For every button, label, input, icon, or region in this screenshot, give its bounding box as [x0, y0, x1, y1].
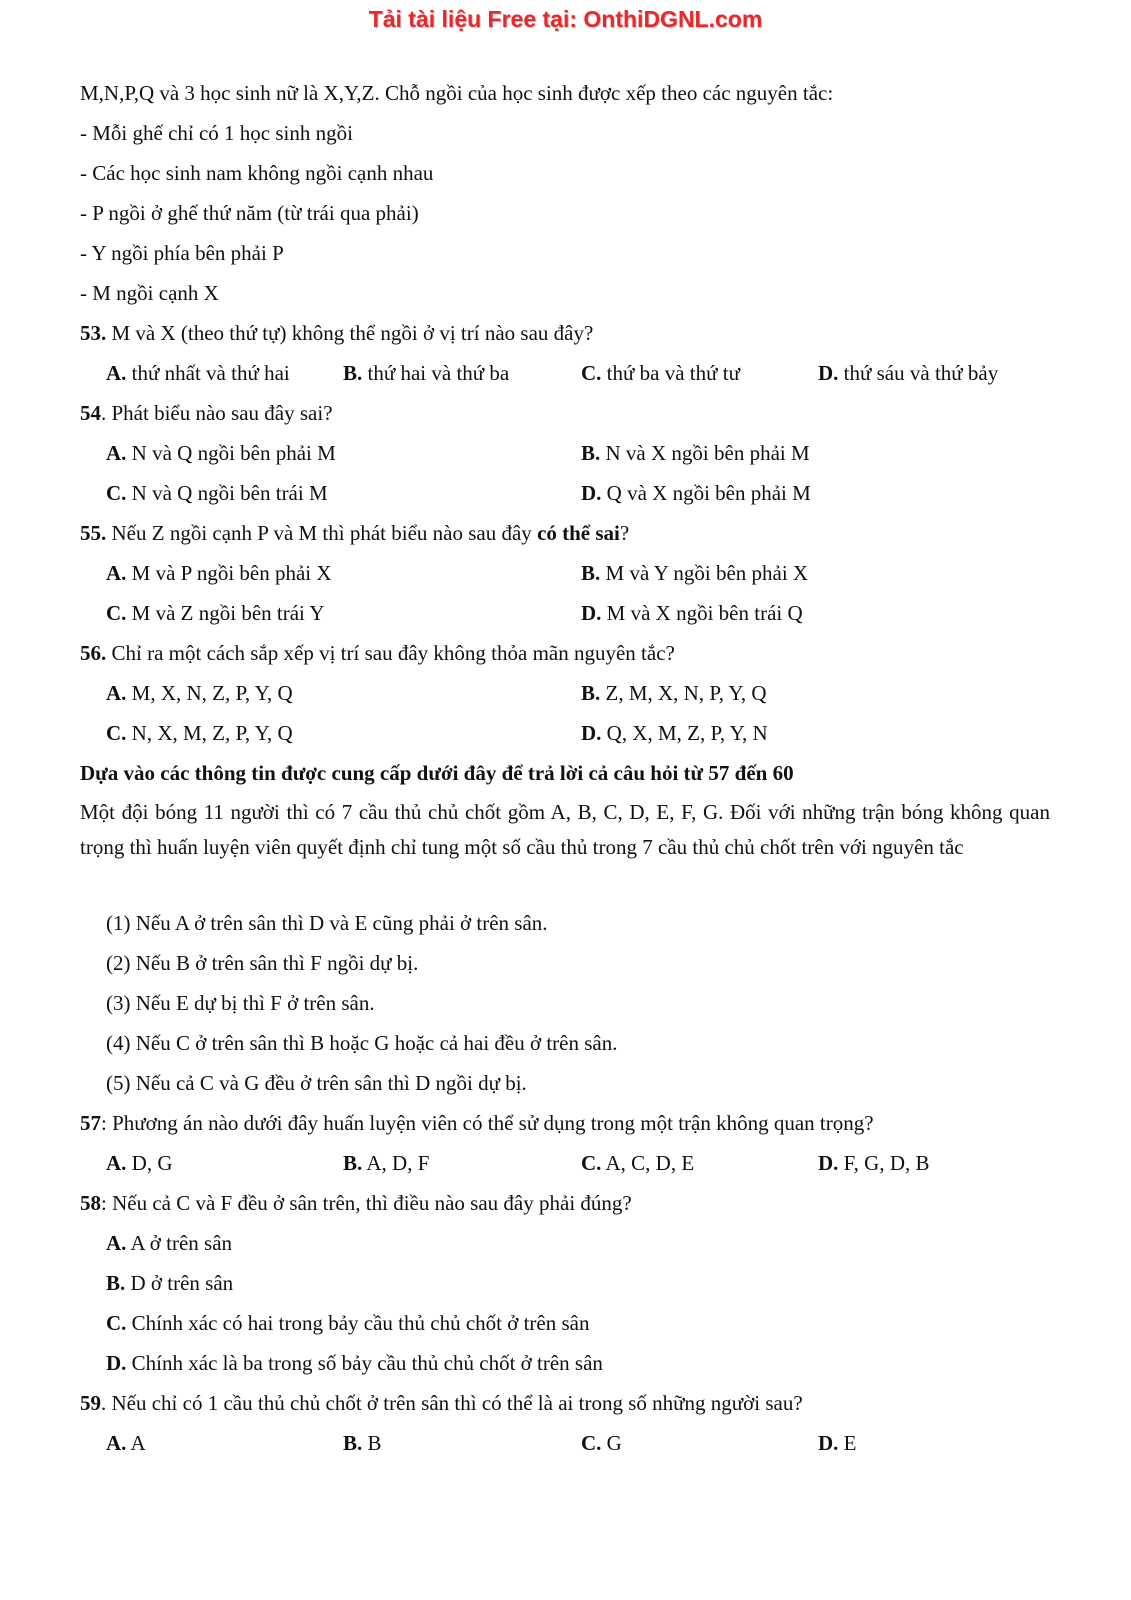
- option-c: [106, 600, 325, 626]
- option-b: [581, 680, 767, 706]
- option-d: [581, 720, 768, 746]
- option-b: [343, 1150, 429, 1176]
- option-a: [106, 560, 332, 586]
- option-label: C.: [106, 481, 127, 505]
- option-text: F, G, D, B: [838, 1151, 930, 1175]
- option-text: thứ nhất và thứ hai: [126, 361, 290, 385]
- rule-line: - Các học sinh nam không ngồi cạnh nhau: [80, 161, 434, 185]
- option-text: Chính xác là ba trong số bảy cầu thủ chủ chốt ở trên sân: [126, 1351, 603, 1375]
- option-text: thứ ba và thứ tư: [601, 361, 740, 385]
- option-b: [581, 440, 810, 466]
- option-d: [581, 600, 803, 626]
- question-text: . Phát biểu nào sau đây sai?: [101, 401, 333, 425]
- question-end: ?: [619, 521, 630, 545]
- option-text: thứ sáu và thứ bảy: [838, 361, 999, 385]
- option-text: E: [838, 1431, 857, 1455]
- site-banner: Tải tài liệu Free tại: OnthiDGNL.com: [368, 6, 763, 32]
- question-emphasis: có thể sai: [537, 521, 620, 545]
- option-text: N và Q ngồi bên trái M: [126, 481, 328, 505]
- option-text: thứ hai và thứ ba: [362, 361, 510, 385]
- option-d: [106, 1350, 603, 1376]
- question-number: 53.: [80, 321, 107, 345]
- question-number: 55.: [80, 521, 107, 545]
- option-label: C.: [581, 1431, 602, 1455]
- section-paragraph: Một đội bóng 11 người thì có 7 cầu thủ chủ chốt gồm A, B, C, D, E, F, G. Đối với những trận bóng không quan trọng thì huấn luyện viên quyết định chỉ tung một số cầu thủ trong 7 cầu thủ chủ chốt trên với nguyên tắc: [80, 800, 1050, 859]
- option-b: [106, 1270, 233, 1296]
- option-text: M, X, N, Z, P, Y, Q: [126, 681, 293, 705]
- question-text: Chỉ ra một cách sắp xếp vị trí sau đây không thỏa mãn nguyên tắc?: [106, 641, 675, 665]
- rule-line: - M ngồi cạnh X: [80, 281, 219, 305]
- option-label: A.: [106, 361, 127, 385]
- condition-line: (1) Nếu A ở trên sân thì D và E cũng phải ở trên sân.: [106, 911, 548, 935]
- question-number: 54: [80, 401, 101, 425]
- option-label: B.: [343, 1431, 363, 1455]
- option-d: [818, 1430, 857, 1456]
- option-label: A.: [106, 681, 127, 705]
- condition-line: (3) Nếu E dự bị thì F ở trên sân.: [106, 991, 375, 1015]
- question-56: [80, 640, 675, 666]
- option-label: D.: [818, 1431, 839, 1455]
- option-text: M và X ngồi bên trái Q: [601, 601, 803, 625]
- option-text: Q, X, M, Z, P, Y, N: [601, 721, 768, 745]
- question-59: [80, 1390, 803, 1416]
- rule-line: - Y ngồi phía bên phải P: [80, 241, 284, 265]
- question-text: M và X (theo thứ tự) không thể ngồi ở vị trí nào sau đây?: [106, 321, 594, 345]
- option-label: B.: [343, 1151, 363, 1175]
- option-c: [581, 360, 740, 386]
- option-text: Chính xác có hai trong bảy cầu thủ chủ chốt ở trên sân: [126, 1311, 590, 1335]
- option-d: [581, 480, 811, 506]
- question-number: 57: [80, 1111, 101, 1135]
- option-text: A ở trên sân: [126, 1231, 233, 1255]
- option-label: B.: [581, 441, 601, 465]
- option-label: C.: [581, 361, 602, 385]
- option-label: C.: [106, 601, 127, 625]
- option-text: A, D, F: [362, 1151, 430, 1175]
- option-c: [106, 1310, 589, 1336]
- condition-line: (2) Nếu B ở trên sân thì F ngồi dự bị.: [106, 951, 419, 975]
- option-c: [581, 1150, 694, 1176]
- option-c: [106, 720, 293, 746]
- option-label: D.: [581, 721, 602, 745]
- question-text: . Nếu chỉ có 1 cầu thủ chủ chốt ở trên sân thì có thể là ai trong số những người sau?: [101, 1391, 803, 1415]
- option-a: [106, 1230, 232, 1256]
- intro-line: M,N,P,Q và 3 học sinh nữ là X,Y,Z. Chỗ ngồi của học sinh được xếp theo các nguyên tắc:: [80, 81, 834, 105]
- option-text: M và P ngồi bên phải X: [126, 561, 332, 585]
- question-55: [80, 520, 629, 546]
- option-a: [106, 1430, 146, 1456]
- question-text: : Phương án nào dưới đây huấn luyện viên có thể sử dụng trong một trận không quan trọng?: [101, 1111, 874, 1135]
- question-number: 58: [80, 1191, 101, 1215]
- option-label: B.: [106, 1271, 126, 1295]
- option-text: M và Z ngồi bên trái Y: [126, 601, 325, 625]
- option-label: D.: [818, 1151, 839, 1175]
- option-d: [818, 360, 998, 386]
- option-label: D.: [581, 601, 602, 625]
- rule-line: - Mỗi ghế chỉ có 1 học sinh ngồi: [80, 121, 353, 145]
- option-label: D.: [818, 361, 839, 385]
- condition-line: (4) Nếu C ở trên sân thì B hoặc G hoặc cả hai đều ở trên sân.: [106, 1031, 618, 1055]
- option-label: C.: [106, 721, 127, 745]
- option-a: [106, 680, 293, 706]
- question-text: Nếu Z ngồi cạnh P và M thì phát biểu nào sau đây: [106, 521, 538, 545]
- option-b: [581, 560, 808, 586]
- option-label: D.: [581, 481, 602, 505]
- option-label: A.: [106, 1431, 127, 1455]
- section-heading: Dựa vào các thông tin được cung cấp dưới đây để trả lời cả câu hỏi từ 57 đến 60: [80, 761, 794, 785]
- question-58: [80, 1190, 632, 1216]
- rule-line: - P ngồi ở ghế thứ năm (từ trái qua phải): [80, 201, 419, 225]
- question-number: 56.: [80, 641, 107, 665]
- option-d: [818, 1150, 930, 1176]
- option-a: [106, 440, 336, 466]
- option-text: Q và X ngồi bên phải M: [601, 481, 811, 505]
- option-a: [106, 360, 290, 386]
- option-b: [343, 360, 509, 386]
- option-label: A.: [106, 1151, 127, 1175]
- question-53: [80, 320, 593, 346]
- option-label: C.: [581, 1151, 602, 1175]
- option-text: N và X ngồi bên phải M: [600, 441, 810, 465]
- option-text: A: [126, 1431, 146, 1455]
- question-number: 59: [80, 1391, 101, 1415]
- option-c: [106, 480, 328, 506]
- option-label: D.: [106, 1351, 127, 1375]
- option-text: G: [601, 1431, 622, 1455]
- question-54: [80, 400, 333, 426]
- option-text: A, C, D, E: [601, 1151, 695, 1175]
- option-label: A.: [106, 561, 127, 585]
- option-text: N, X, M, Z, P, Y, Q: [126, 721, 293, 745]
- question-57: [80, 1110, 874, 1136]
- option-text: M và Y ngồi bên phải X: [600, 561, 809, 585]
- option-text: B: [362, 1431, 382, 1455]
- option-text: D ở trên sân: [125, 1271, 234, 1295]
- option-text: D, G: [126, 1151, 173, 1175]
- option-label: A.: [106, 1231, 127, 1255]
- option-label: C.: [106, 1311, 127, 1335]
- condition-line: (5) Nếu cả C và G đều ở trên sân thì D ngồi dự bị.: [106, 1071, 527, 1095]
- option-text: Z, M, X, N, P, Y, Q: [600, 681, 767, 705]
- option-c: [581, 1430, 622, 1456]
- option-label: A.: [106, 441, 127, 465]
- option-b: [343, 1430, 382, 1456]
- question-text: : Nếu cả C và F đều ở sân trên, thì điều nào sau đây phải đúng?: [101, 1191, 632, 1215]
- option-a: [106, 1150, 173, 1176]
- option-label: B.: [581, 561, 601, 585]
- option-label: B.: [343, 361, 363, 385]
- option-text: N và Q ngồi bên phải M: [126, 441, 336, 465]
- option-label: B.: [581, 681, 601, 705]
